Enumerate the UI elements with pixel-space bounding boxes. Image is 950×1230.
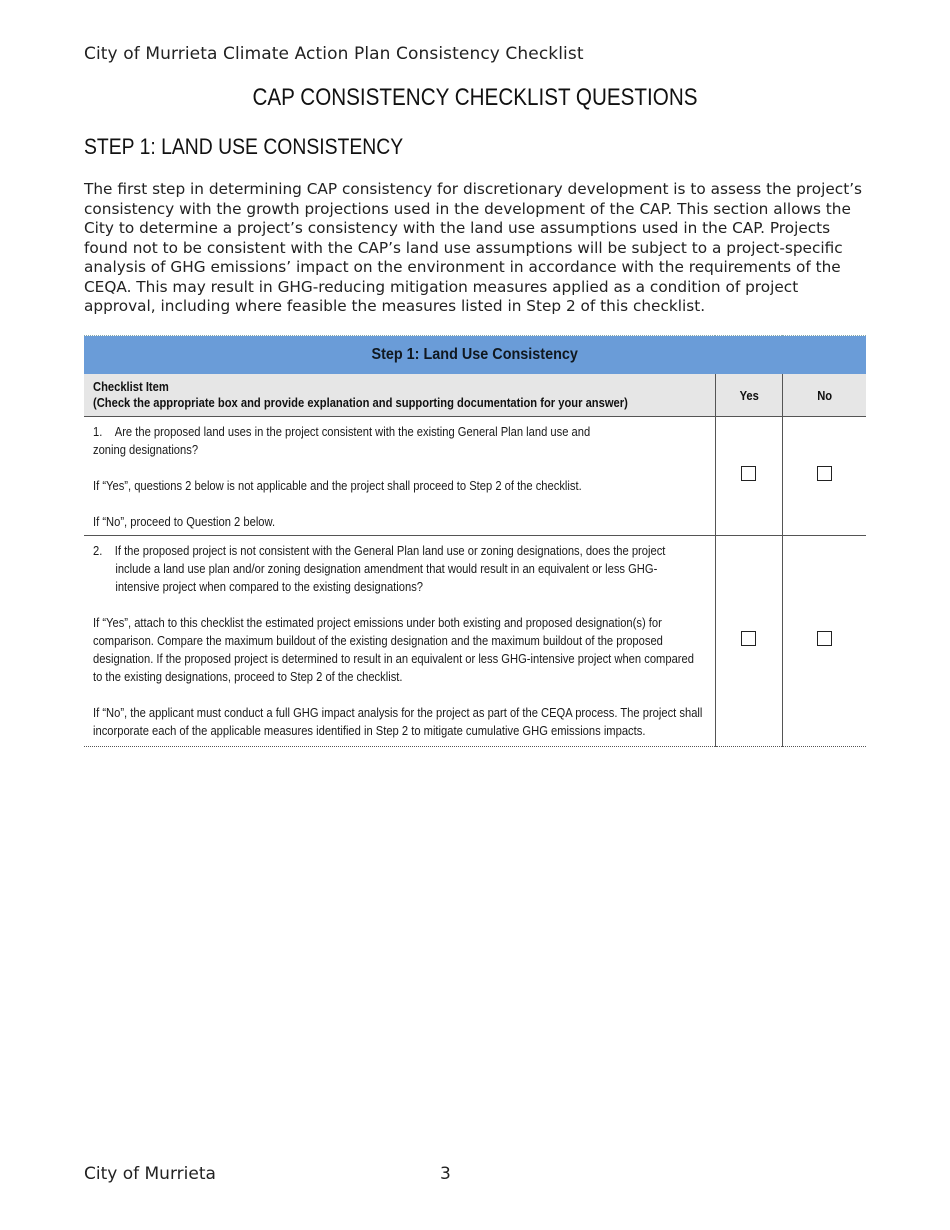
question-2-cell: 2. If the proposed project is not consistent with the General Plan land use or zoning designations, does the project include a land use plan and/or zoning designation amendment that would result in an equivalent or less GHG- intensive project when compared to the existing designations? If “Yes”, attach to this checklist the estimated project emissions under both existing and proposed designation(s) for comparison. Compare the maximum buildout of the existing designation and the maximum buildout of the proposed designation. If the proposed project is determined to result in an equivalent or less GHG-intensive project when compared to the existing designations, proceed to Step 2 of the checklist. If “No”, the applicant must conduct a full GHG impact analysis for the project as part of the CEQA process. The project shall incorporate each of the applicable measures identified in Step 2 to mitigate cumulative GHG emissions impacts. — [84, 536, 715, 747]
question-text: If the proposed project is not consistent with the General Plan land use or zoning designations, does the project — [114, 543, 666, 558]
question-2-yes-checkbox[interactable] — [741, 631, 756, 646]
question-1-cell — [84, 417, 715, 536]
question-number: 2. — [93, 543, 103, 558]
table-row — [84, 417, 866, 536]
checklist-table — [84, 335, 866, 747]
question-1-no-checkbox[interactable] — [817, 466, 832, 481]
column-header-checklist-item — [84, 374, 715, 417]
table-header-row — [84, 374, 866, 417]
column-header-title: Checklist Item — [93, 379, 169, 394]
question-1-yes-cell — [715, 417, 782, 536]
question-2-if-yes: If “Yes”, attach to this checklist the estimated project emissions under both existing and proposed designation(s) for — [93, 615, 662, 630]
question-1-if-no: If “No”, proceed to Question 2 below. — [93, 514, 276, 529]
page-number: 3 — [440, 1164, 451, 1184]
question-1-if-yes: If “Yes”, questions 2 below is not applicable and the project shall proceed to Step 2 of the checklist. — [93, 478, 582, 493]
question-2-no-checkbox[interactable] — [817, 631, 832, 646]
intro-paragraph: The first step in determining CAP consistency for discretionary development is to assess the project’s consistency with the growth projections used in the development of the CAP. This section allows the City to determine a project’s consistency with the land use assumptions used in the CAP. Projects found not to be consistent with the CAP’s land use assumptions will be subject to a project-specific analysis of GHG emissions’ impact on the environment in accordance with the requirements of the CEQA. This may result in GHG-reducing mitigation measures applied as a condition of project approval, including where feasible the measures listed in Step 2 of this checklist. — [84, 180, 863, 315]
running-header: City of Murrieta Climate Action Plan Consistency Checklist — [84, 44, 584, 64]
question-1-no-cell — [782, 417, 866, 536]
question-2-no-cell — [782, 536, 866, 747]
table-row — [84, 536, 866, 747]
footer-org-name: City of Murrieta — [84, 1164, 216, 1184]
table-title: Step 1: Land Use Consistency — [84, 336, 866, 375]
page-title: CAP CONSISTENCY CHECKLIST QUESTIONS — [252, 84, 698, 111]
column-header-instructions: (Check the appropriate box and provide explanation and supporting documentation for your answer) — [93, 395, 628, 410]
question-text: Are the proposed land uses in the project consistent with the existing General Plan land use and zoning designations? — [93, 424, 591, 457]
section-heading: STEP 1: LAND USE CONSISTENCY — [84, 134, 404, 159]
column-header-yes: Yes — [715, 374, 782, 417]
question-number: 1. — [93, 424, 103, 439]
table-title-row — [84, 336, 866, 375]
column-header-no: No — [782, 374, 866, 417]
question-2-if-no: If “No”, the applicant must conduct a full GHG impact analysis for the project as part of the CEQA process. The project shall — [93, 705, 703, 720]
question-1-yes-checkbox[interactable] — [741, 466, 756, 481]
question-1 — [93, 423, 707, 459]
